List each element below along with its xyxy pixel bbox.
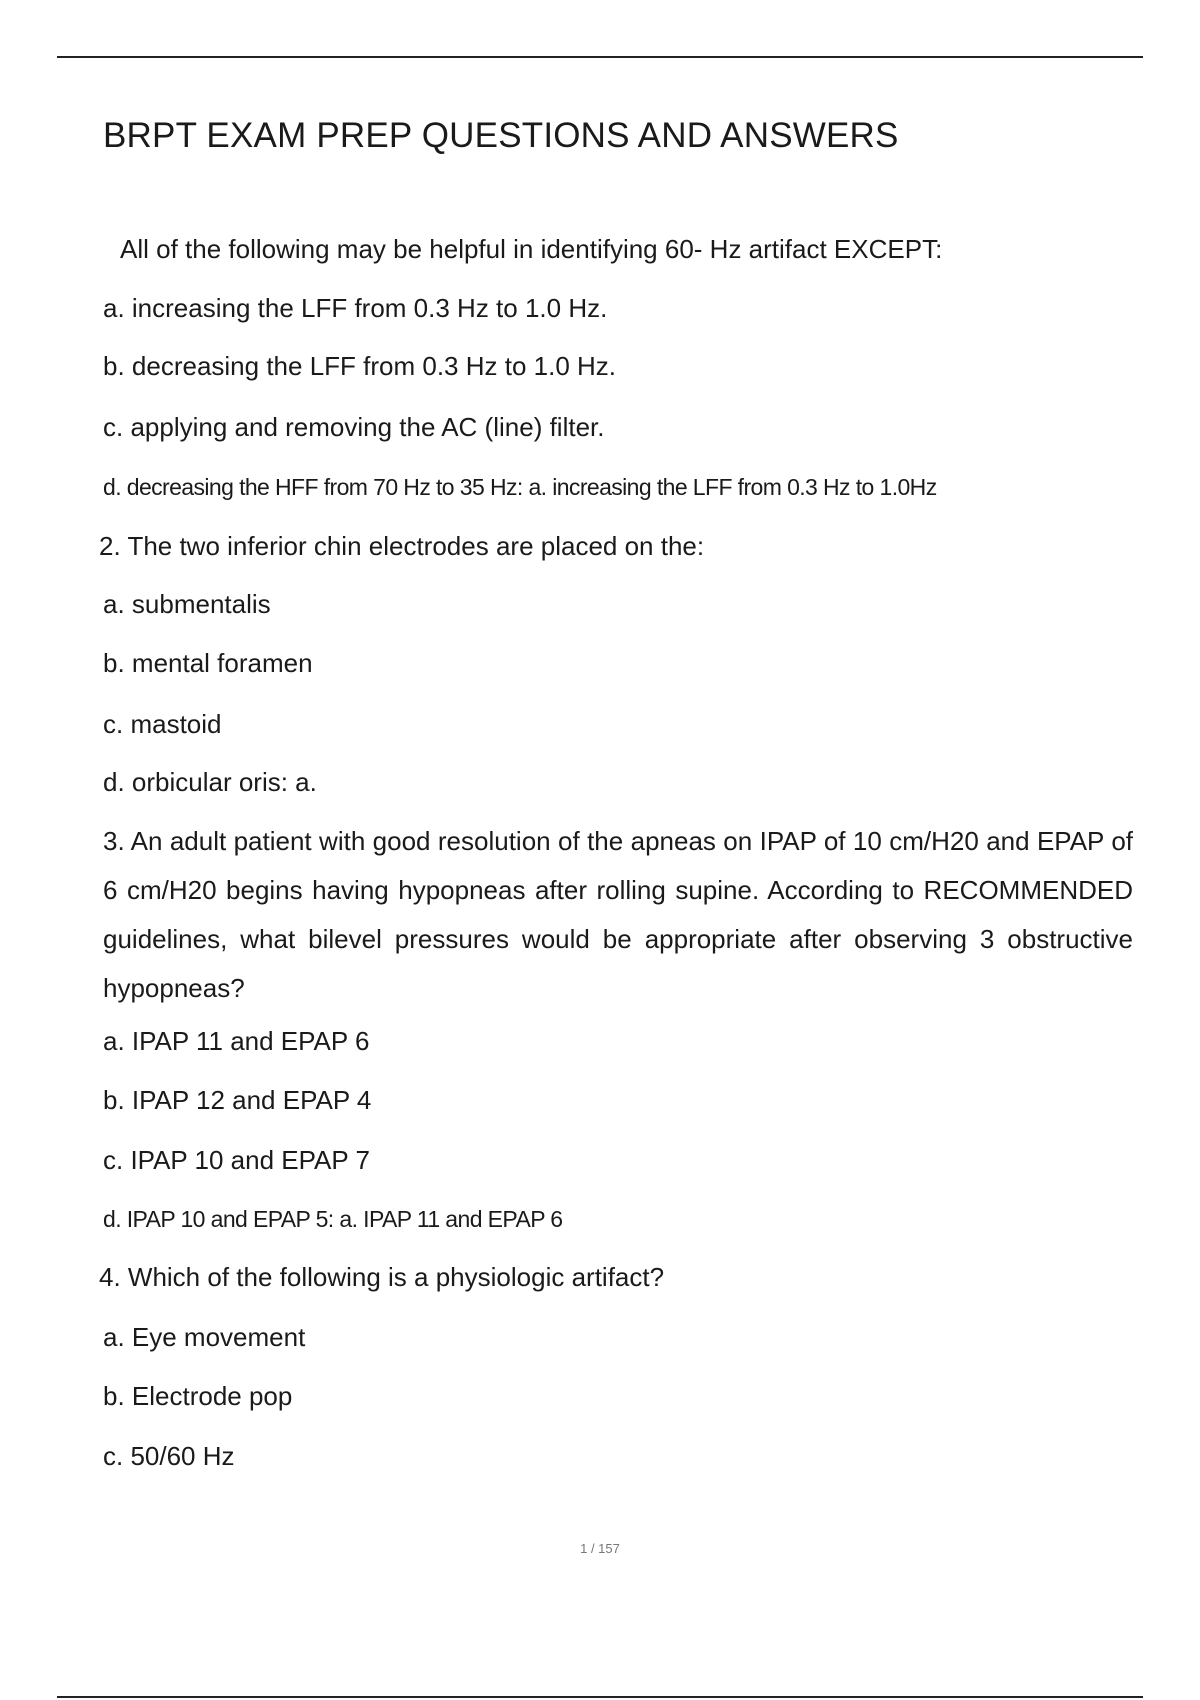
document-title: BRPT EXAM PREP QUESTIONS AND ANSWERS [103,116,899,155]
question-1-stem: All of the following may be helpful in identifying 60- Hz artifact EXCEPT: [120,234,943,264]
question-1-option-d: d. decreasing the HFF from 70 Hz to 35 Hz: a. increasing the LFF from 0.3 Hz to 1.0Hz [103,474,937,500]
question-4-option-b: b. Electrode pop [103,1381,293,1411]
question-3-option-c: c. IPAP 10 and EPAP 7 [103,1145,370,1175]
top-rule [57,56,1143,58]
question-2-option-a: a. submentalis [103,589,271,619]
question-2-stem: 2. The two inferior chin electrodes are placed on the: [99,531,705,561]
question-4-option-c: c. 50/60 Hz [103,1441,235,1471]
question-1-option-b: b. decreasing the LFF from 0.3 Hz to 1.0 Hz. [103,351,617,381]
question-2-option-c: c. mastoid [103,709,222,739]
question-4-option-a: a. Eye movement [103,1322,306,1352]
question-1-option-a: a. increasing the LFF from 0.3 Hz to 1.0 Hz. [103,293,608,323]
question-3-stem: 3. An adult patient with good resolution of the apneas on IPAP of 10 cm/H20 and EPAP of 6 cm/H20 begins having hypopneas after rolling supine. According to RECOMMENDED guidelines, what bilevel pressures would be appropriate after observing 3 obstructive hypopneas? [103,826,1133,1003]
question-4-stem: 4. Which of the following is a physiologic artifact? [99,1262,665,1292]
question-2-option-d: d. orbicular oris: a. [103,767,317,797]
bottom-rule [57,1696,1143,1698]
question-3-option-a: a. IPAP 11 and EPAP 6 [103,1026,370,1056]
page-number: 1 / 157 [580,1541,620,1556]
question-2-option-b: b. mental foramen [103,648,313,678]
question-3-option-b: b. IPAP 12 and EPAP 4 [103,1085,372,1115]
question-1-option-c: c. applying and removing the AC (line) filter. [103,412,605,442]
question-3-option-d: d. IPAP 10 and EPAP 5: a. IPAP 11 and EPAP 6 [103,1206,563,1232]
